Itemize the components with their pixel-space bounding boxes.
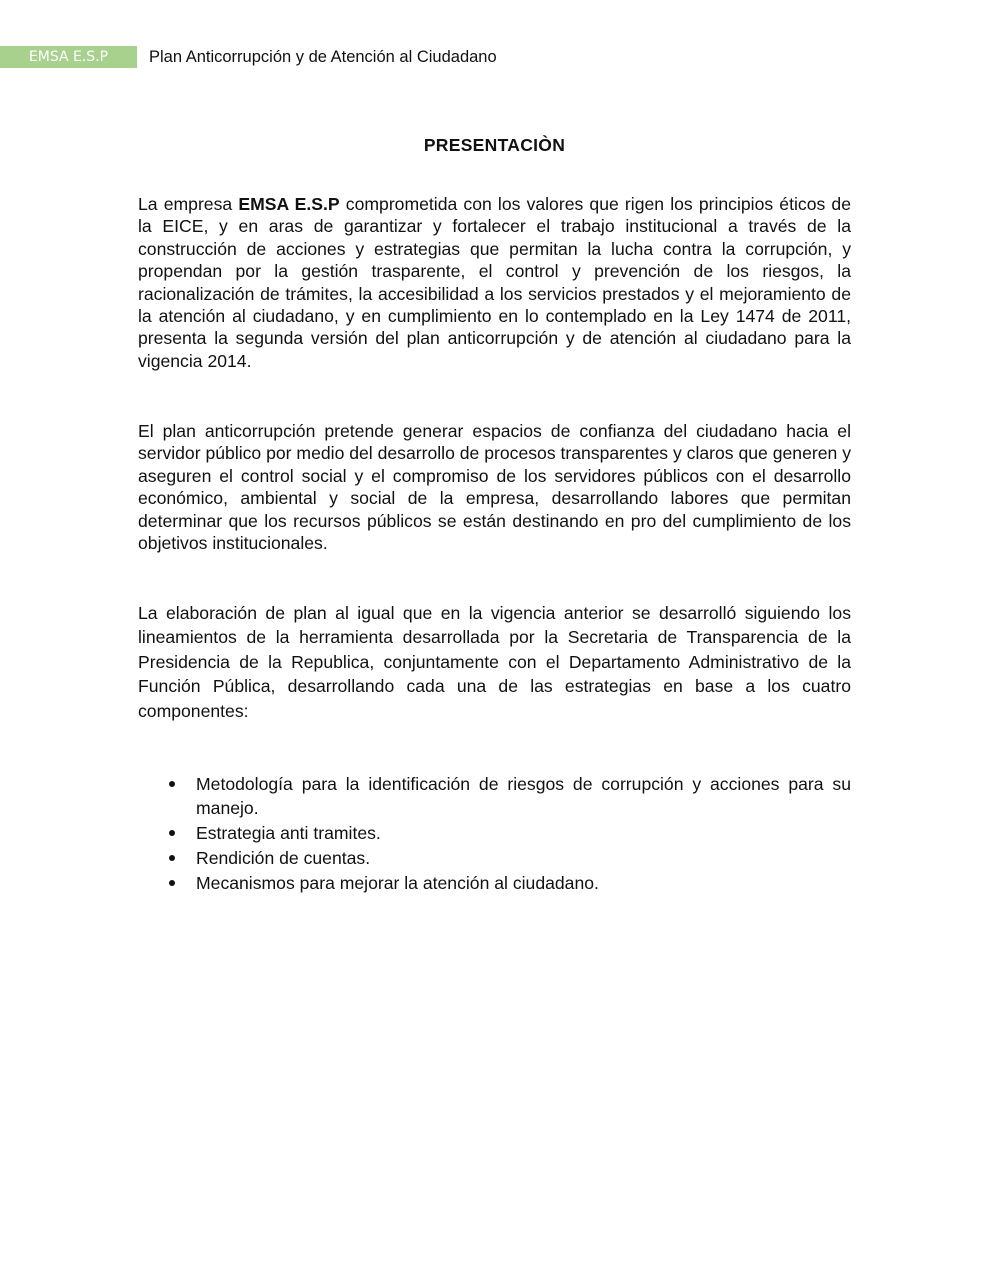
paragraph-intro: La empresa bbox=[138, 194, 233, 214]
list-item bbox=[196, 846, 851, 870]
company-tag bbox=[0, 46, 137, 68]
list-item bbox=[196, 821, 851, 845]
components-list bbox=[196, 772, 851, 896]
company-name-bold: EMSA E.S.P bbox=[238, 194, 340, 214]
list-item-text: Mecanismos para mejorar la atención al ciudadano. bbox=[196, 873, 599, 894]
paragraph-plan-purpose: El plan anticorrupción pretende generar espacios de confianza del ciudadano hacia el servidor público por medio del desarrollo de procesos transparentes y claros que generen y aseguren el control social y el compromiso de los servidores públicos con el desarrollo económico, ambiental y social de la empresa, desarrollando labores que permitan determinar que los recursos públicos se están destinando en pro del cumplimiento de los objetivos institucionales. bbox=[138, 421, 851, 554]
list-item bbox=[196, 772, 851, 821]
paragraph-presentation bbox=[138, 193, 851, 372]
paragraph-elaboration: La elaboración de plan al igual que en la vigencia anterior se desarrolló siguiendo los lineamientos de la herramienta desarrollada por la Secretaria de Transparencia de la Presidencia de la Republica, conjuntamente con el Departamento Administrativo de la Función Pública, desarrollando cada una de las estrategias en base a los cuatro componentes: bbox=[138, 603, 851, 721]
bullet-icon bbox=[169, 855, 175, 861]
list-item-text: Metodología para la identificación de riesgos de corrupción y acciones para su manejo. bbox=[196, 774, 851, 819]
header-document-title: Plan Anticorrupción y de Atención al Ciudadano bbox=[149, 47, 497, 66]
bullet-icon bbox=[169, 830, 175, 836]
page-title: PRESENTACIÒN bbox=[423, 135, 566, 155]
list-item-text: Rendición de cuentas. bbox=[196, 848, 371, 869]
list-item bbox=[196, 871, 851, 895]
paragraph-body: comprometida con los valores que rigen los principios éticos de la EICE, y en aras de garantizar y fortalecer el trabajo institucional a través de la construcción de acciones y estrategias que permitan la lucha contra la corrupción, y propendan por la gestión trasparente, el control y prevención de los riesgos, la racionalización de trámites, la accesibilidad a los servicios prestados y el mejoramiento de la atención al ciudadano, y en cumplimiento en lo contemplado en la Ley 1474 de 2011, presenta la segunda versión del plan anticorrupción y de atención al ciudadano para la vigencia 2014. bbox=[138, 194, 851, 371]
bullet-icon bbox=[169, 781, 175, 787]
list-item-text: Estrategia anti tramites. bbox=[196, 823, 381, 844]
bullet-icon bbox=[169, 880, 175, 886]
company-tag-label: EMSA E.S.P bbox=[28, 49, 109, 65]
